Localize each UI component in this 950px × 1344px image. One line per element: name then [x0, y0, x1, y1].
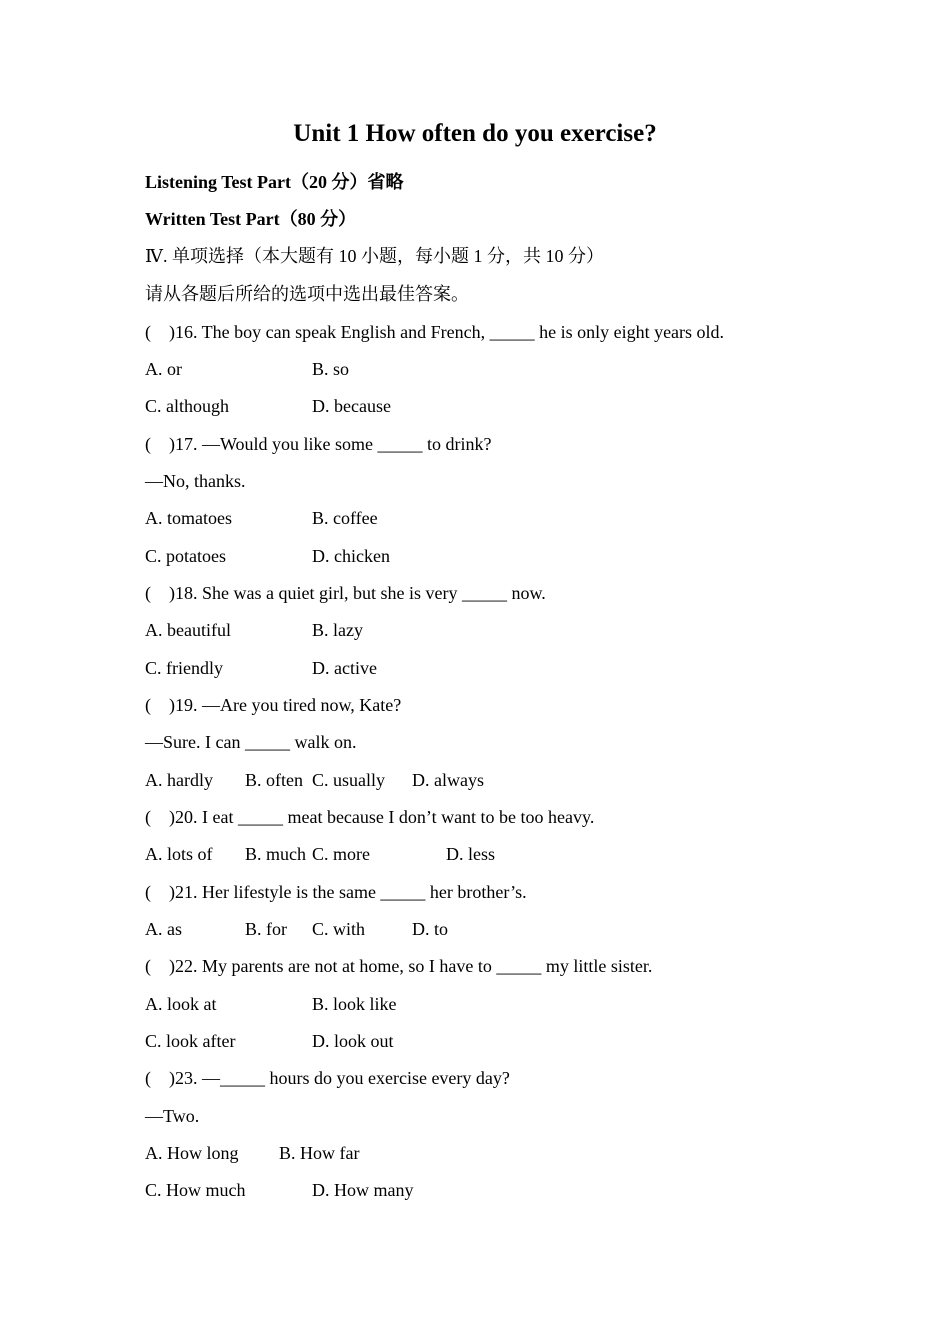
instruction: 请从各题后所给的选项中选出最佳答案。 [145, 284, 469, 304]
question-17-option-d: D. chicken [312, 546, 390, 566]
question-21-option-d: D. to [412, 919, 448, 939]
question-16-option-c: C. although [145, 396, 229, 416]
question-17-option-a: A. tomatoes [145, 508, 232, 528]
question-16-option-b: B. so [312, 359, 350, 379]
question-20-stem: ( )20. I eat _____ meat because I don’t want to be too heavy. [145, 807, 595, 827]
question-18-option-a: A. beautiful [145, 620, 231, 640]
question-20-option-d: D. less [446, 844, 495, 864]
question-19-reply: —Sure. I can _____ walk on. [145, 732, 357, 752]
question-18-option-b: B. lazy [312, 620, 363, 640]
question-23-option-b: B. How far [279, 1143, 360, 1163]
question-19-option-c: C. usually [312, 770, 386, 790]
question-22-option-b: B. look like [312, 994, 397, 1014]
question-21-stem: ( )21. Her lifestyle is the same _____ her brother’s. [145, 882, 527, 902]
question-20-option-c: C. more [312, 844, 370, 864]
question-18-option-c: C. friendly [145, 658, 223, 678]
question-21-option-b: B. for [245, 919, 287, 939]
question-16-option-d: D. because [312, 396, 391, 416]
question-19-option-a: A. hardly [145, 770, 213, 790]
question-19-option-d: D. always [412, 770, 484, 790]
question-17-stem: ( )17. —Would you like some _____ to drink? [145, 434, 492, 454]
question-19-option-b: B. often [245, 770, 303, 790]
question-23-stem: ( )23. —_____ hours do you exercise every day? [145, 1068, 510, 1088]
question-17-option-b: B. coffee [312, 508, 378, 528]
question-22-stem: ( )22. My parents are not at home, so I have to _____ my little sister. [145, 956, 653, 976]
document-title: Unit 1 How often do you exercise? [293, 120, 657, 147]
question-23-option-a: A. How long [145, 1143, 239, 1163]
question-23-option-c: C. How much [145, 1180, 246, 1200]
question-22-option-c: C. look after [145, 1031, 236, 1051]
question-19-stem: ( )19. —Are you tired now, Kate? [145, 695, 402, 715]
question-23-option-d: D. How many [312, 1180, 414, 1200]
question-18-option-d: D. active [312, 658, 377, 678]
question-16-option-a: A. or [145, 359, 182, 379]
question-21-option-c: C. with [312, 919, 366, 939]
question-23-reply: —Two. [145, 1106, 200, 1126]
question-16-stem: ( )16. The boy can speak English and French, _____ he is only eight years old. [145, 322, 725, 342]
question-22-option-d: D. look out [312, 1031, 394, 1051]
question-17-reply: —No, thanks. [145, 471, 246, 491]
listening-heading: Listening Test Part（20 分）省略 [145, 172, 404, 192]
question-20-option-b: B. much [245, 844, 306, 864]
question-17-option-c: C. potatoes [145, 546, 226, 566]
question-18-stem: ( )18. She was a quiet girl, but she is very _____ now. [145, 583, 546, 603]
question-21-option-a: A. as [145, 919, 182, 939]
question-20-option-a: A. lots of [145, 844, 213, 864]
question-22-option-a: A. look at [145, 994, 217, 1014]
section-heading: Ⅳ. 单项选择（本大题有 10 小题，每小题 1 分，共 10 分） [145, 246, 604, 266]
written-heading: Written Test Part（80 分） [145, 209, 357, 229]
